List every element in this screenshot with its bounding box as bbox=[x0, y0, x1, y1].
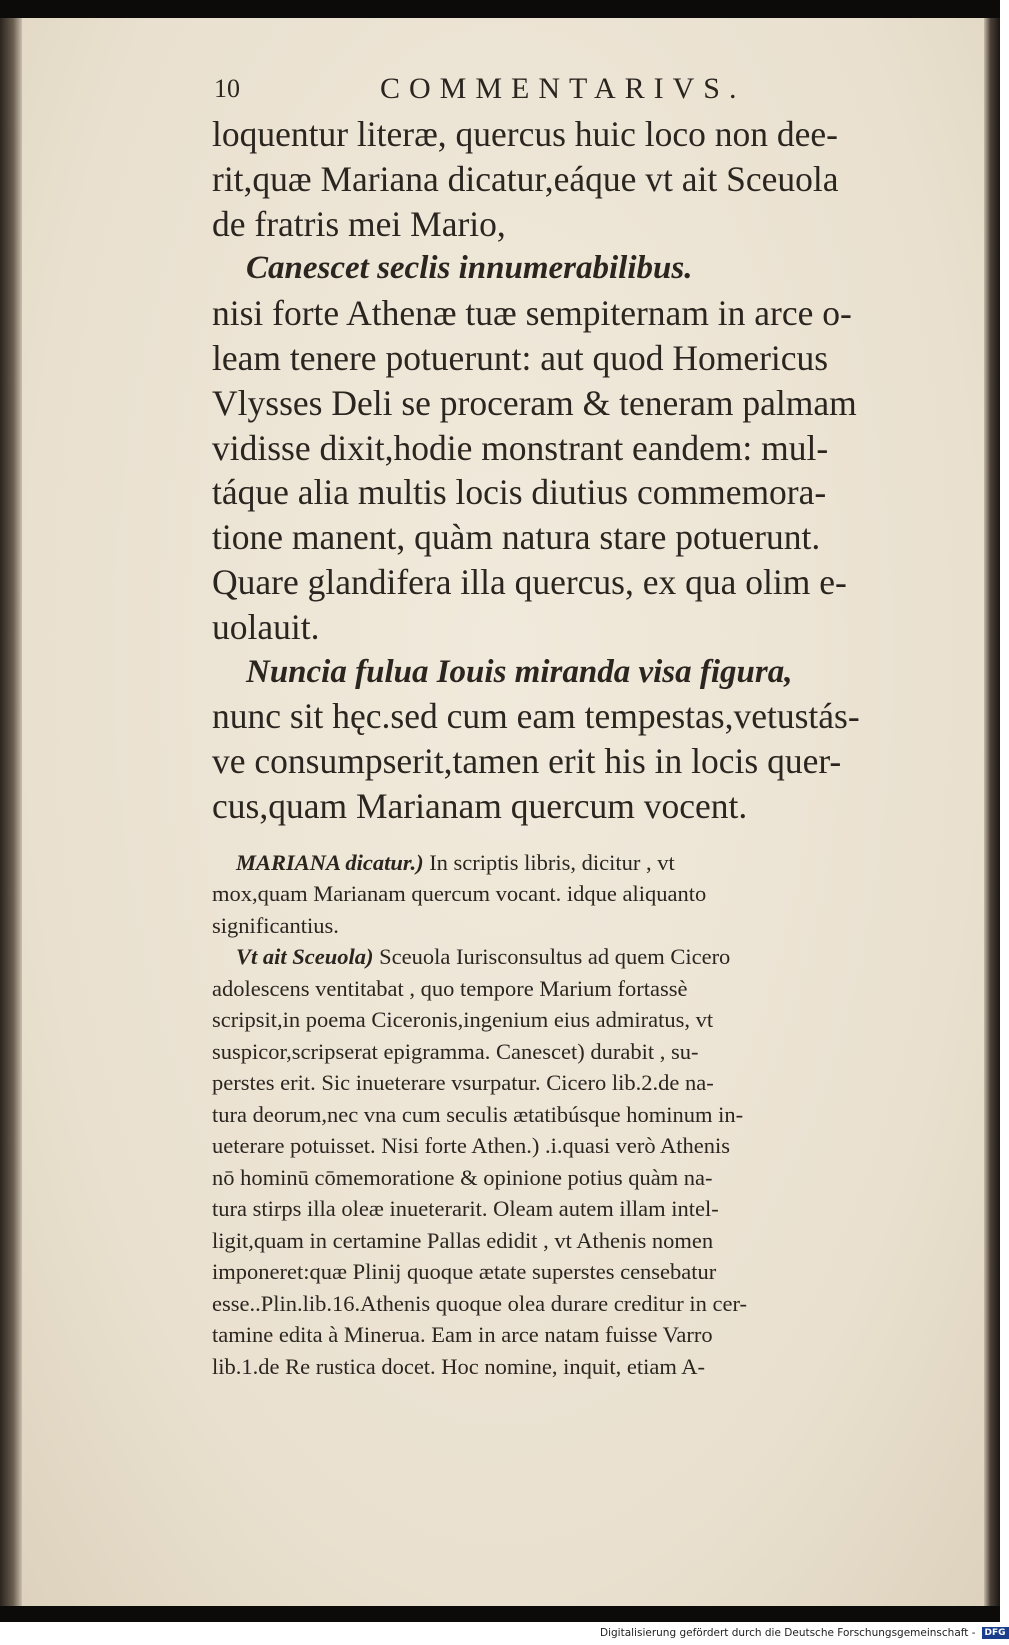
funding-credit bbox=[600, 1624, 1006, 1642]
verse-line: Nuncia fulua Iouis miranda visa figura, bbox=[246, 653, 793, 690]
commentary-lemma: Vt ait Sceuola) bbox=[236, 944, 374, 970]
main-line: Vlysses Deli se proceram & teneram palmam bbox=[212, 382, 857, 423]
page-number: 10 bbox=[214, 74, 240, 103]
page-right-edge bbox=[984, 18, 1000, 1608]
main-line: vidisse dixit,hodie monstrant eandem: mul- bbox=[212, 427, 829, 468]
scan-top-border bbox=[0, 0, 1000, 18]
main-line: leam tenere potuerunt: aut quod Homericus bbox=[212, 337, 829, 378]
commentary-text: Sceuola Iurisconsultus ad quem Cicero bbox=[373, 944, 731, 970]
book-page bbox=[22, 18, 984, 1606]
commentary-line: suspicor,scripserat epigramma. Canescet) durabit , su- bbox=[212, 1038, 699, 1064]
scan-bottom-border bbox=[0, 1606, 1000, 1622]
main-line: tione manent, quàm natura stare potuerunt. bbox=[212, 517, 821, 558]
main-line: loquentur literæ, quercus huic loco non dee- bbox=[212, 114, 838, 154]
commentary-line: lib.1.de Re rustica docet. Hoc nomine, inquit, etiam A- bbox=[212, 1353, 706, 1379]
commentary-line bbox=[212, 941, 952, 973]
text-block bbox=[212, 62, 952, 1382]
commentary-line: ueterare potuisset. Nisi forte Athen.) .i.quasi verò Athenis bbox=[212, 1133, 731, 1159]
main-text bbox=[212, 112, 952, 829]
main-line: ve consumpserit,tamen erit his in locis quer- bbox=[212, 741, 842, 782]
commentary-line bbox=[212, 847, 952, 879]
main-line: cus,quam Marianam quercum vocent. bbox=[212, 785, 748, 826]
commentary-line: tura deorum,nec vna cum seculis ætatibúsque hominum in- bbox=[212, 1101, 744, 1127]
commentary bbox=[212, 847, 952, 1383]
main-line: de fratris mei Mario, bbox=[212, 203, 506, 244]
commentary-text: In scriptis libris, dicitur , vt bbox=[423, 849, 675, 875]
commentary-lemma: MARIANA dicatur.) bbox=[236, 849, 424, 875]
main-line: uolauit. bbox=[212, 606, 320, 647]
commentary-line: esse..Plin.lib.16.Athenis quoque olea durare creditur in cer- bbox=[212, 1290, 748, 1316]
verse-line: Canescet seclis innumerabilibus. bbox=[246, 250, 693, 287]
commentary-line: mox,quam Marianam quercum vocant. idque aliquanto bbox=[212, 881, 707, 907]
funding-credit-text: Digitalisierung gefördert durch die Deutsche Forschungsgemeinschaft - bbox=[600, 1627, 976, 1639]
main-line: táque alia multis locis diutius commemora- bbox=[212, 472, 827, 513]
commentary-line: tura stirps illa oleæ inueterarit. Oleam autem illam intel- bbox=[212, 1196, 719, 1222]
main-line: nunc sit hęc.sed cum eam tempestas,vetustás- bbox=[212, 696, 860, 737]
commentary-line: ligit,quam in certamine Pallas edidit , vt Athenis nomen bbox=[212, 1227, 714, 1253]
main-line: Quare glandifera illa quercus, ex qua olim e- bbox=[212, 561, 847, 602]
commentary-line: adolescens ventitabat , quo tempore Marium fortassè bbox=[212, 975, 688, 1001]
book-spine-edge bbox=[0, 18, 22, 1608]
dfg-logo: DFG bbox=[982, 1627, 1009, 1639]
commentary-line: perstes erit. Sic inueterare vsurpatur. Cicero lib.2.de na- bbox=[212, 1070, 714, 1096]
main-line: nisi forte Athenæ tuæ sempiternam in arce o- bbox=[212, 293, 852, 334]
commentary-line: nō hominū cōmemoratione & opinione potius quàm na- bbox=[212, 1164, 713, 1190]
commentary-line: scripsit,in poema Ciceronis,ingenium eius admiratus, vt bbox=[212, 1007, 714, 1033]
running-header bbox=[212, 62, 952, 112]
commentary-line: tamine edita à Minerua. Eam in arce natam fuisse Varro bbox=[212, 1322, 713, 1348]
main-line: rit,quæ Mariana dicatur,eáque vt ait Sceuola bbox=[212, 158, 839, 199]
commentary-line: imponeret:quæ Plinij quoque ætate superstes censebatur bbox=[212, 1259, 717, 1285]
running-title: COMMENTARIVS. bbox=[380, 72, 746, 105]
commentary-line: significantius. bbox=[212, 912, 339, 938]
